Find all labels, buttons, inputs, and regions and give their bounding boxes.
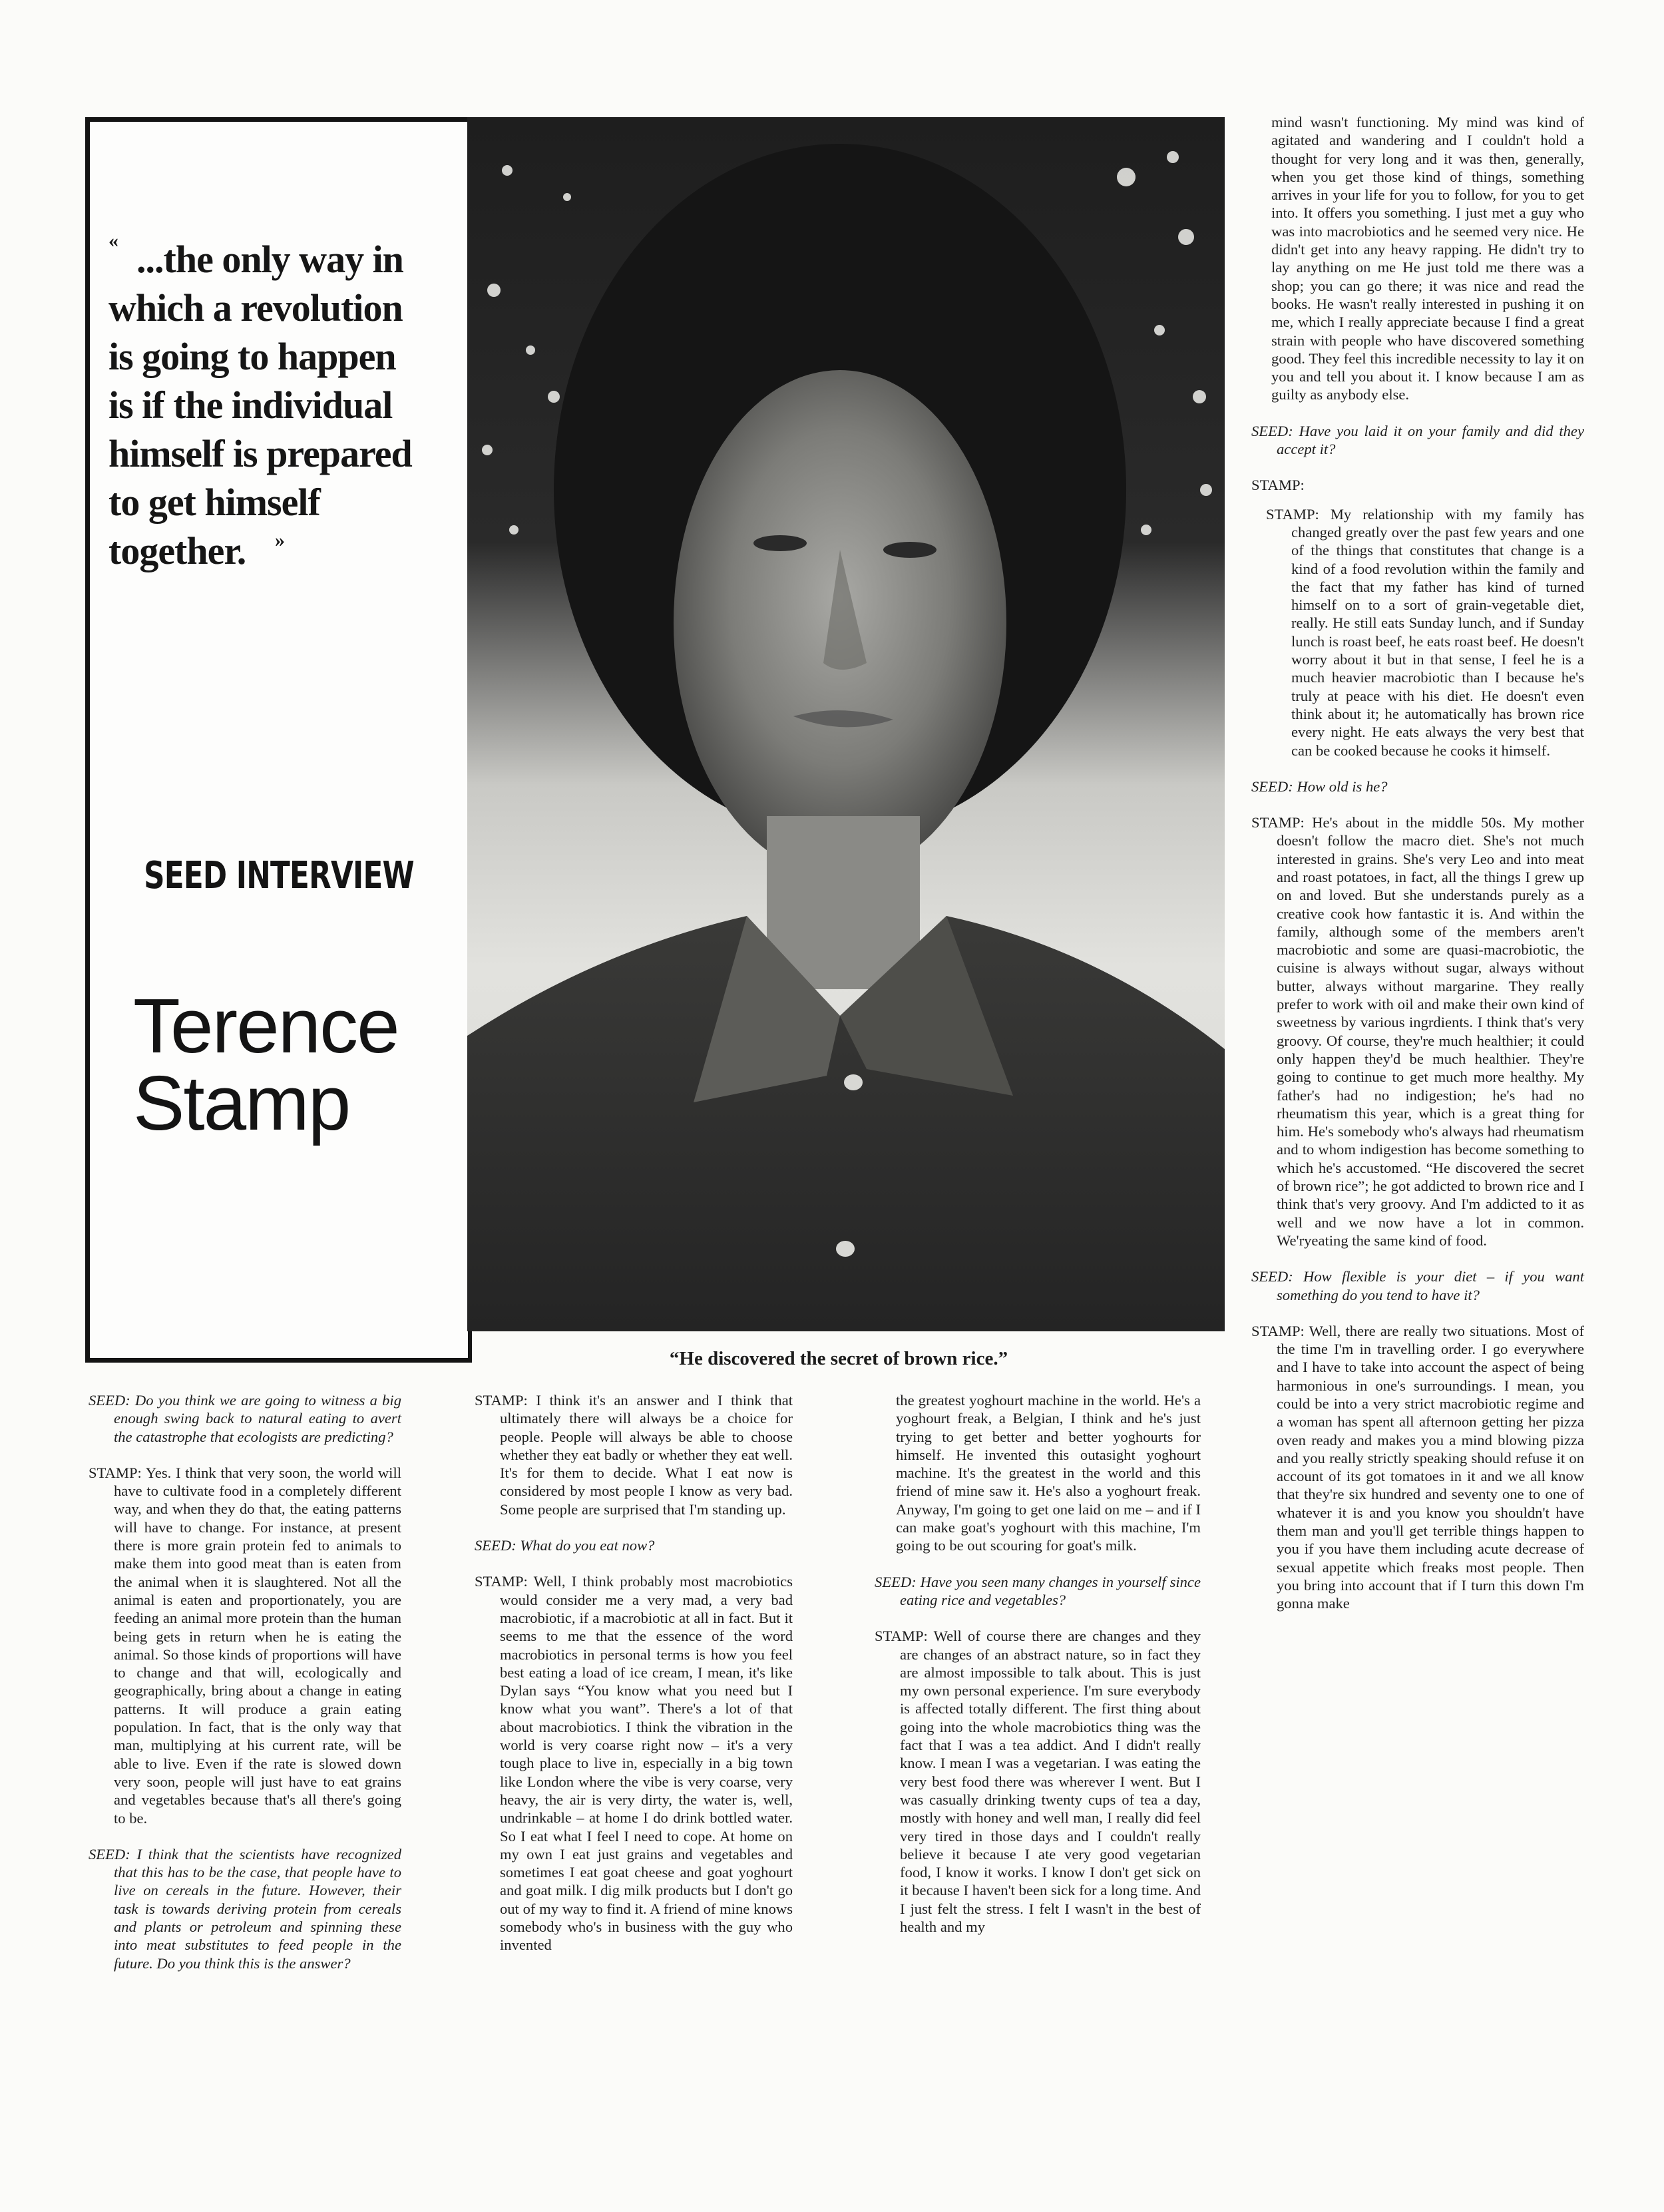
interview-question: SEED: What do you eat now? xyxy=(475,1537,655,1554)
portrait-photo xyxy=(467,117,1225,1331)
interview-question: SEED: How old is he? xyxy=(1251,777,1388,795)
article-column-1 xyxy=(89,1391,401,1990)
article-column-2 xyxy=(475,1391,793,1972)
interview-question: SEED: Do you think we are going to witness a big enough swing back to natural eating to avert the catastrophe that ecologists are predicting? xyxy=(89,1392,401,1445)
interviewee-first-name: Terence xyxy=(133,983,399,1069)
interview-answer: STAMP: Well, there are really two situations. Most of the time I'm in travelling order. I go everywhere and I have to take into account the aspect of being harmonious in one's surroundings. I mean, you could be into a very strict macrobiotic regime and a woman has spent all afternoon getting her pizza oven ready and makes you a mind blowing pizza and you really strictly speaking should refuse it on account of its got tomatoes in it and we all know that they're six hundred and seventy one to one of whatever it is and you know you shouldn't have them man and you'll get terrible things happen to you if you have them including acute decrease of sexual appetite which freaks most people. Then you bring into account that if I turn this down I'm gonna make xyxy=(1251,1322,1584,1612)
interview-answer: STAMP: He's about in the middle 50s. My mother doesn't follow the macro diet. She's not much interested in grains. She's very Leo and into meat and roast potatoes, in fact, all the things I grew up on and loved. But she understands purely as a creative cook how fantastic it is. And within the family, although some of the members aren't macrobiotic and some are quasi-macrobiotic, the cuisine is always without sugar, always without butter, always without margarine. They really prefer to work with oil and make their own kind of sweetness by various ingrdients. I think that's very groovy. Of course, they're much healthier; it could only happen they'd be much healthier. They're going to continue to get much more healthy. My father's had no indigestion; he's had no rheumatism this year, which is a great thing for him. He's somebody who's always had rheumatism and to whom indigestion has become something to which he's accustomed. “He discovered the secret of brown rice”; he got addicted to brown rice and I think that's very groovy. And I'm addicted to it as well and we now have a lot in common. We'ryeating the same kind of food. xyxy=(1251,814,1584,1249)
portrait-image xyxy=(467,117,1225,1331)
pull-quote-line: which a revolution xyxy=(108,286,403,330)
interview-answer: STAMP: My relationship with my family has changed greatly over the past few years and one of the things that constitutes that change is a kind of a food revolution within the family and the fact that my father has kind of turned himself on to a sort of grain-vegetable diet, really. He still eats Sunday lunch, and if Sunday lunch is roast beef, he eats roast beef. He doesn't worry about it but in that sense, I feel he is a much heavier macrobiotic than I because he's truly at peace with his diet. He doesn't even think about it; he automatically has brown rice every night. He eats always the very best that can be cooked because he cooks it himself. xyxy=(1266,505,1584,759)
pull-quote-line: together. xyxy=(108,529,246,572)
photo-caption: “He discovered the secret of brown rice.” xyxy=(669,1348,1008,1369)
interview-question: SEED: Have you seen many changes in yourself since eating rice and vegetables? xyxy=(875,1573,1201,1608)
pull-quote-line: ...the only way in xyxy=(136,238,403,281)
interview-question: SEED: How flexible is your diet – if you want something do you tend to have it? xyxy=(1251,1268,1585,1303)
interview-answer-continued: mind wasn't functioning. My mind was kind of agitated and wandering and I couldn't hold a thought for very long and it was then, generally, when you get those kind of things, something arrives in your life for you to follow, for you to get into. It offers you something. I just met a guy who was into macrobiotics and he seemed very nice. He didn't get into any heavy rapping. He didn't try to lay anything on me He just told me there was a shop; you can go there; it was nice and read the books. He wasn't really interested in pushing it on me, which I really appreciate because I find a great strain with people who have discovered something good. They feel this incredible necessity to lay it on you and tell you about it. I know because I am as guilty as anybody else. xyxy=(1271,114,1584,403)
interview-answer: STAMP: I think it's an answer and I think that ultimately there will always be a choice for people. People will always be able to choose whether they eat badly or whether they eat well. It's for them to decide. What I eat now is considered by most people I know as very bad. Some people are surprised that I'm standing up. xyxy=(475,1392,793,1518)
pull-quote-line: himself is prepared xyxy=(108,432,412,475)
interviewee-last-name: Stamp xyxy=(133,1060,350,1146)
speaker-label: STAMP: xyxy=(1251,477,1305,494)
pull-quote-line: is going to happen xyxy=(108,335,396,378)
pull-quote-line: to get himself xyxy=(108,481,320,524)
pull-quote-line: is if the individual xyxy=(108,383,393,427)
interview-answer: STAMP: Well, I think probably most macrobiotics would consider me a very mad, a very bad macrobiotic, if a macrobiotic at all in fact. But it seems to me that the essence of the word macrobiotics in personal terms is how you feel best eating a load of ice cream, I mean, it's like Dylan says “You know what you need but I know what you want”. There's a lot of that about macrobiotics. I think the vibration in the world is very coarse right now – it's a very tough place to live in, especially in a big town like London where the vibe is very coarse, very heavy, the air is very dirty, the water is, well, undrinkable – at home I do drink bottled water. So I eat what I feel I need to cope. At home on my own I eat just grains and vegetables and sometimes I eat goat cheese and goat yoghourt and goat milk. I dig milk products but I don't go out of my way to find it. A friend of mine knows somebody who's in business with the guy who invented xyxy=(475,1573,793,1954)
title-panel xyxy=(85,117,472,1363)
article-column-3 xyxy=(875,1391,1201,1954)
interview-question: SEED: I think that the scientists have recognized that this has to be the case, that people have to live on cereals in the future. However, their task is towards deriving protein from cereals and plants or petroleum and spinning these into meat substitutes to feed people in the future. Do you think this is the answer? xyxy=(89,1845,401,1972)
interviewee-name xyxy=(133,983,399,1146)
interview-answer: STAMP: Well of course there are changes and they are changes of an abstract nature, so in fact they are almost impossible to talk about. This is just my own personal experience. I'm sure everybody is affected totally different. The first thing about going into the whole macrobiotics thing was the fact that I was a tea addict. And I didn't really know. I mean I was a vegetarian. I was eating the very best food there was wherever I went. But I was casually drinking twenty cups of tea a day, mostly with honey and well man, I really did feel very tired in those days and I couldn't really believe it because I ate very good vegetarian food, I know it works. I know I don't get sick on it because I haven't been sick for a long time. And I just felt the stress. I felt I wasn't in the best of health and my xyxy=(875,1628,1201,1936)
article-column-4 xyxy=(1251,113,1584,1631)
pull-quote xyxy=(108,230,455,575)
interview-answer-continued: the greatest yoghourt machine in the world. He's a yoghourt freak, a Belgian, I think and he's just trying to get better and better yoghourts for himself. He invented this outasight yoghourt machine. It's the greatest in the world and this friend of mine saw it. He's also a yoghourt freak. Anyway, I'm going to get one laid on me – and if I can make goat's yoghourt with this machine, I'm going to be out scouring for goat's milk. xyxy=(896,1392,1201,1554)
close-quote-mark: » xyxy=(275,529,284,551)
interview-answer: STAMP: Yes. I think that very soon, the world will have to cultivate food in a completely different way, and when they do that, the eating patterns will have to change. For instance, at present there is more grain protein fed to animals to make them into good meat than is eaten from the animal when it is slaughtered. Not all the animal is eaten and proportionately, you are feeding an animal more protein than the human being gets in return when he is eating the animal. So those kinds of proportions will have to change and that will, ecologically and geographically, bring about a change in eating patterns. It will produce a grain eating population. In fact, that is the only way that man, multiplying at his current rate, will be able to live. Even if the rate is slowed down very soon, people will just have to eat grains and vegetables because that's all there's going to be. xyxy=(89,1464,402,1827)
interview-question: SEED: Have you laid it on your family and did they accept it? xyxy=(1251,422,1584,458)
section-title: SEED INTERVIEW xyxy=(144,854,414,897)
open-quote-mark: « xyxy=(108,230,118,252)
